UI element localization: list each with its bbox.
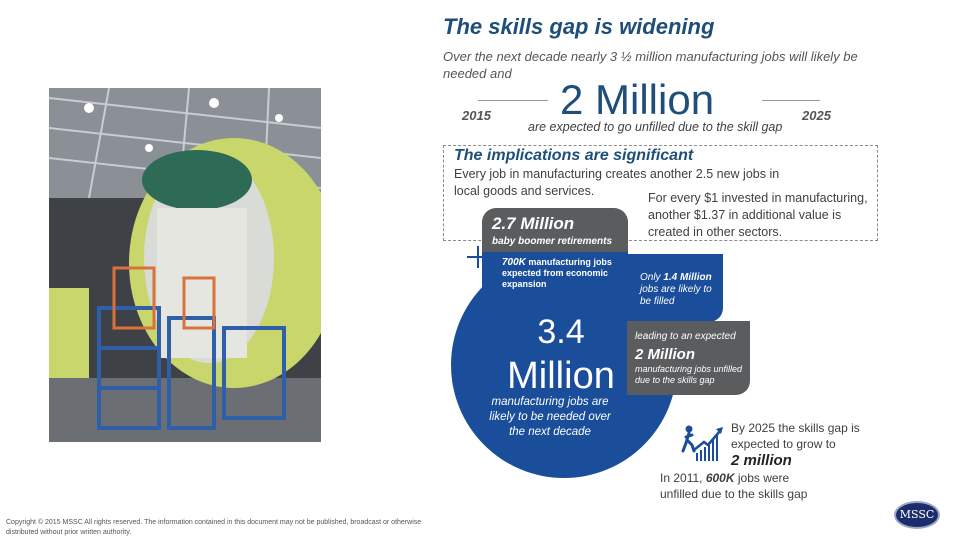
filled-number: 1.4 Million (663, 272, 712, 283)
total-number-line2: Million (507, 355, 615, 397)
retirements-number: 2.7 Million (492, 214, 575, 233)
page-title: The skills gap is widening (443, 14, 715, 39)
history-rest: jobs were unfilled due to the skills gap (660, 471, 808, 501)
expansion-number: 700K (502, 257, 526, 268)
year-start: 2015 (462, 108, 491, 123)
plus-icon (465, 244, 491, 274)
growth-chart-icon (680, 423, 724, 468)
mssc-logo: MSSC (894, 501, 940, 529)
history-prefix: In 2011, (660, 471, 706, 485)
timeline-right-line (762, 100, 820, 101)
gap-prefix: leading to an expected (635, 331, 736, 342)
gap-tile (627, 321, 750, 395)
filled-text (640, 272, 720, 308)
expansion-text (502, 257, 626, 290)
history-text (660, 470, 810, 502)
aircraft-assembly-photo (49, 88, 321, 442)
expansion-box (482, 252, 628, 300)
unfilled-note: are expected to go unfilled due to the skill gap (528, 120, 783, 134)
filled-prefix: Only (640, 272, 664, 283)
intro-text: Over the next decade nearly 3 ½ million manufacturing jobs will likely be needed and (443, 49, 858, 81)
gap-number: 2 Million (635, 346, 695, 363)
history-number: 600K (705, 471, 735, 485)
implications-text-value: For every $1 invested in manufacturing, another $1.37 in additional value is created in other sectors. (648, 191, 868, 239)
year-end: 2025 (802, 108, 831, 123)
copyright-footer: Copyright © 2015 MSSC All rights reserved. The information contained in this document may not be published, broadcast or otherwise distributed without prior written authority. (6, 519, 422, 536)
filled-rest: jobs are likely to be filled (640, 284, 712, 307)
growth-text: By 2025 the skills gap is expected to grow to (731, 421, 860, 451)
expansion-label-suffix: manufacturing (525, 257, 591, 267)
implications-text-jobs: Every job in manufacturing creates another 2.5 new jobs in local goods and services. (454, 167, 780, 198)
total-number-line1: 3.4 (537, 313, 585, 351)
growth-number: 2 million (731, 452, 792, 469)
expansion-label-rest: jobs expected from economic expansion (502, 257, 612, 289)
headline-number: 2 Million (560, 76, 715, 123)
filled-jobs-tile (627, 254, 723, 322)
gap-rest: manufacturing jobs unfilled due to the skills gap (635, 364, 743, 385)
retirements-label: baby boomer retirements (492, 236, 613, 247)
total-label: manufacturing jobs are likely to be needed over the next decade (489, 396, 611, 438)
timeline-left-line (478, 100, 548, 101)
implications-title: The implications are significant (454, 147, 694, 164)
retirements-box (482, 208, 628, 255)
